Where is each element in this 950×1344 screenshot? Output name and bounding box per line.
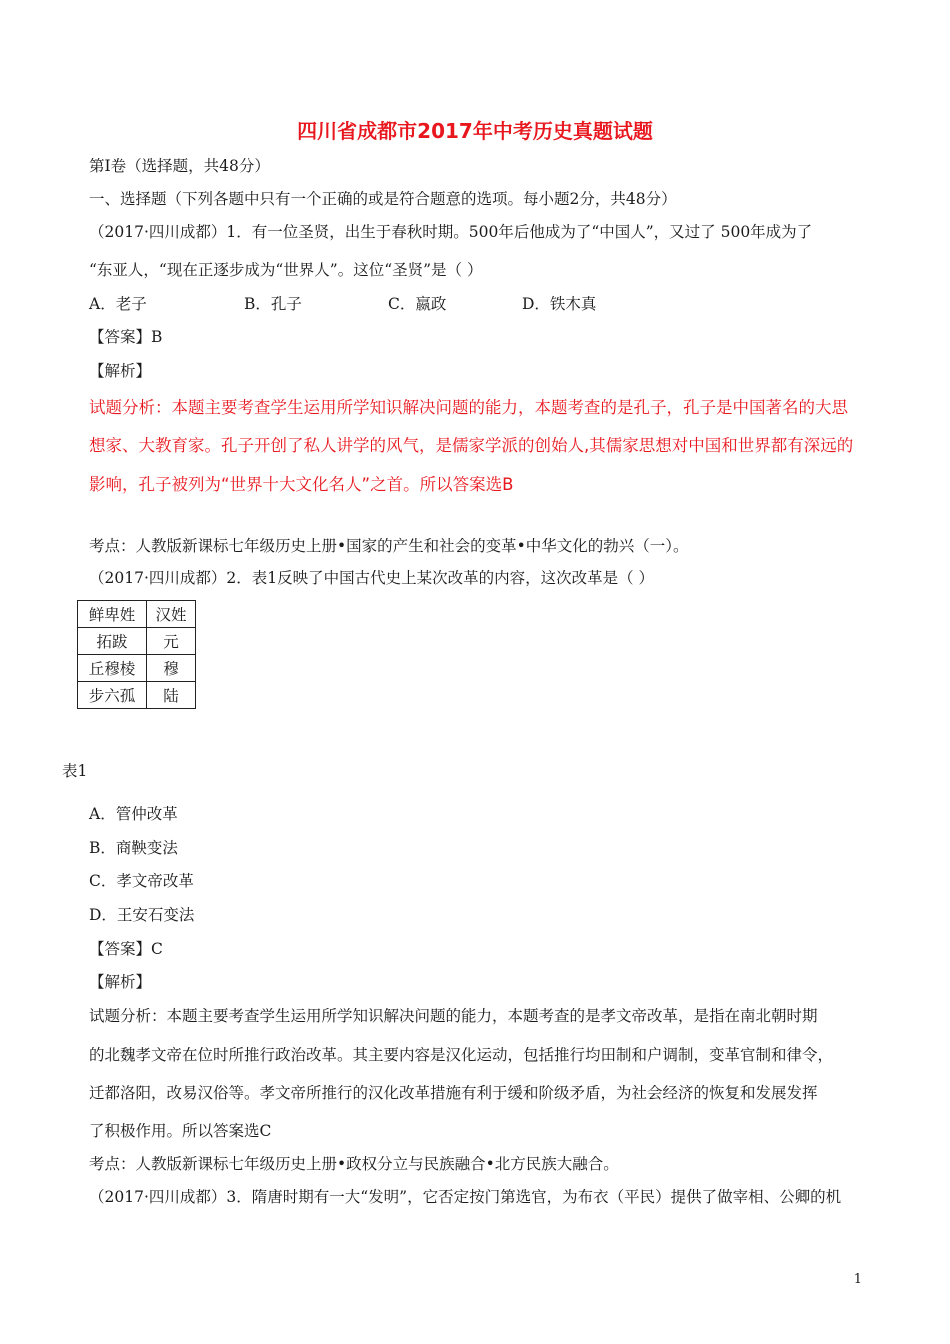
q1-kaodian: 考点：人教版新课标七年级历史上册•国家的产生和社会的变革•中华文化的勃兴（一）。: [89, 537, 689, 555]
q1-answer: 【答案】B: [89, 328, 163, 346]
q2-option-d: D．王安石变法: [89, 906, 195, 924]
q2-option-a: A．管仲改革: [89, 805, 178, 823]
table-header-cell: 鲜卑姓: [78, 601, 147, 628]
q2-option-c: C．孝文帝改革: [89, 872, 194, 890]
q1-option-a: A．老子: [89, 295, 147, 313]
table-cell: 丘穆棱: [78, 655, 147, 682]
q2-option-b: B．商鞅变法: [89, 839, 178, 857]
page-number: 1: [853, 1272, 862, 1287]
q2-analysis-line2: 的北魏孝文帝在位时所推行政治改革。其主要内容是汉化运动，包括推行均田制和户调制，变革官制和律令，: [89, 1046, 834, 1064]
q3-stem: （2017·四川成都）3．隋唐时期有一大“发明”，它否定按门第选官，为布衣（平民）提供了做宰相、公卿的机: [89, 1188, 842, 1206]
q2-analysis-label: 【解析】: [89, 973, 152, 991]
section-header: 第Ⅰ卷（选择题，共48分）: [89, 157, 270, 175]
table-cell: 拓跋: [78, 628, 147, 655]
table-cell: 穆: [147, 655, 196, 682]
table-cell: 元: [147, 628, 196, 655]
q1-option-d: D．铁木真: [522, 295, 597, 313]
table-cell: 步六孤: [78, 682, 147, 709]
q2-analysis-line1: 试题分析：本题主要考查学生运用所学知识解决问题的能力，本题考查的是孝文帝改革，是指在南北朝时期: [89, 1007, 818, 1025]
table-row: [78, 628, 196, 655]
q2-stem: （2017·四川成都）2．表1反映了中国古代史上某次改革的内容，这次改革是（ ）: [89, 569, 655, 587]
q1-stem-line1: （2017·四川成都）1．有一位圣贤，出生于春秋时期。500年后他成为了“中国人”，又过了 500年成为了: [89, 223, 813, 241]
table-header-cell: 汉姓: [147, 601, 196, 628]
part-header: 一、选择题（下列各题中只有一个正确的或是符合题意的选项。每小题2分，共48分）: [89, 190, 677, 208]
table-cell: 陆: [147, 682, 196, 709]
q1-analysis-line3: 影响，孔子被列为“世界十大文化名人”之首。所以答案选B: [89, 475, 514, 494]
q1-stem-line2: “东亚人，“现在正逐步成为“世界人”。这位“圣贤”是（ ）: [89, 261, 483, 279]
page-title: 四川省成都市2017年中考历史真题试题: [297, 119, 653, 143]
q1-option-b: B．孔子: [244, 295, 302, 313]
q1-analysis-label: 【解析】: [89, 362, 152, 380]
q1-option-c: C．嬴政: [388, 295, 447, 313]
surname-table: [77, 600, 196, 709]
q2-analysis-line4: 了积极作用。所以答案选C: [89, 1122, 272, 1140]
table-header-row: [78, 601, 196, 628]
q1-analysis-line1: 试题分析：本题主要考查学生运用所学知识解决问题的能力，本题考查的是孔子，孔子是中国著名的大思: [89, 398, 848, 417]
q2-answer: 【答案】C: [89, 940, 163, 958]
q2-analysis-line3: 迁都洛阳，改易汉俗等。孝文帝所推行的汉化改革措施有利于缓和阶级矛盾，为社会经济的恢复和发展发挥: [89, 1084, 818, 1102]
q2-kaodian: 考点：人教版新课标七年级历史上册•政权分立与民族融合•北方民族大融合。: [89, 1155, 619, 1173]
table-row: [78, 682, 196, 709]
table-caption: 表1: [62, 762, 88, 780]
table-row: [78, 655, 196, 682]
q1-analysis-line2: 想家、大教育家。孔子开创了私人讲学的风气，是儒家学派的创始人,其儒家思想对中国和世界都有深远的: [89, 436, 854, 455]
